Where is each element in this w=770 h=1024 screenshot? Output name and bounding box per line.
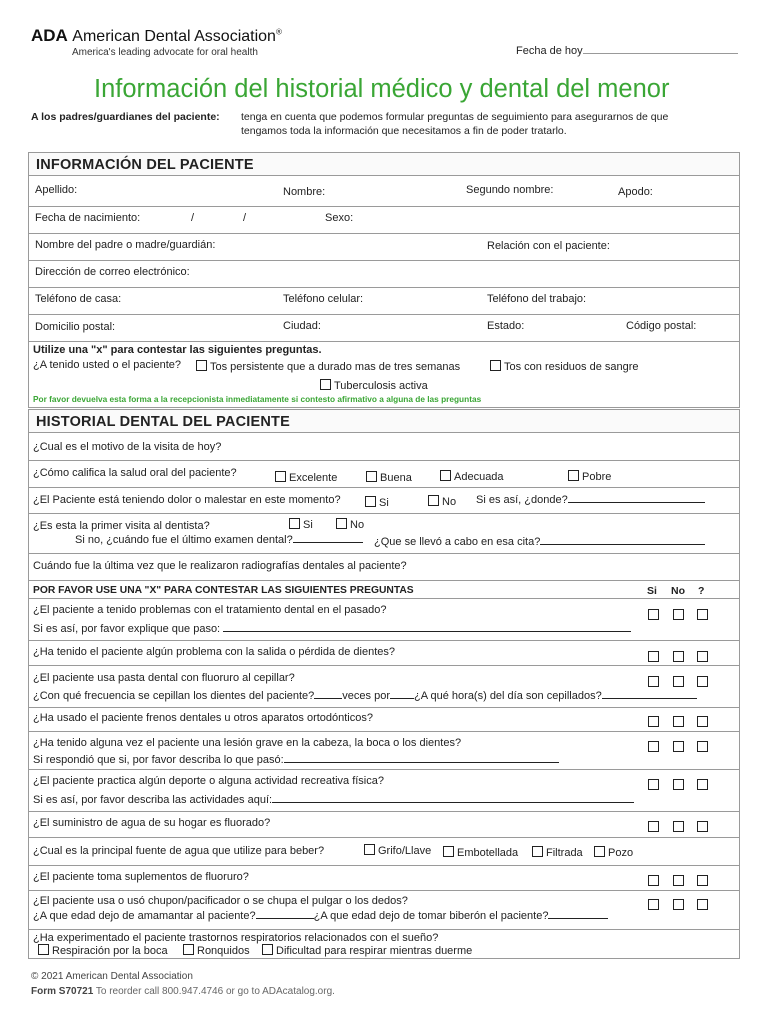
q10-ages-field[interactable] — [33, 910, 608, 922]
cell-phone-field[interactable]: Teléfono celular: — [283, 293, 364, 305]
q8-unknown-checkbox[interactable] — [697, 875, 708, 886]
answer-line — [602, 698, 697, 699]
divider — [28, 341, 740, 342]
divider — [28, 260, 740, 261]
q8-option[interactable] — [594, 846, 633, 859]
address-field[interactable]: Domicilio postal: — [35, 321, 116, 333]
option-label: Dificultad para respirar mientras duerme — [276, 945, 473, 957]
q9-unknown-checkbox[interactable] — [697, 899, 708, 910]
checkbox[interactable] — [532, 846, 543, 857]
divider — [28, 958, 740, 959]
city-field[interactable]: Ciudad: — [283, 320, 321, 332]
q1-si-checkbox[interactable] — [648, 609, 659, 620]
guardian-name-field[interactable]: Nombre del padre o madre/guardián: — [35, 239, 216, 251]
apodo-field[interactable]: Apodo: — [618, 186, 653, 198]
q5-unknown-checkbox[interactable] — [697, 741, 708, 752]
checkbox[interactable] — [428, 495, 439, 506]
option-label: Ronquidos — [197, 945, 250, 957]
dental-section-title: HISTORIAL DENTAL DEL PACIENTE — [28, 409, 740, 433]
option-label: Excelente — [289, 472, 338, 484]
checkbox[interactable] — [38, 944, 49, 955]
divider — [28, 460, 740, 461]
primera-no-option[interactable] — [336, 518, 364, 531]
divider — [28, 837, 740, 838]
checkbox[interactable] — [443, 846, 454, 857]
salud-question: ¿Cómo califica la salud oral del paciente? — [33, 467, 237, 479]
q4-no-checkbox[interactable] — [673, 716, 684, 727]
dolor-no-option[interactable] — [428, 495, 456, 508]
field-label: Si es así, por favor explique que paso: — [33, 623, 221, 635]
option-label: Embotellada — [457, 847, 519, 859]
option-label: Buena — [380, 472, 412, 484]
page-title: Información del historial médico y dental del menor — [94, 75, 670, 103]
checkbox[interactable] — [365, 496, 376, 507]
option-label: No — [442, 496, 457, 508]
answer-line — [284, 762, 559, 763]
field-label: ¿Con qué frecuencia se cepillan los dientes del paciente? — [33, 690, 315, 702]
work-phone-field[interactable]: Teléfono del trabajo: — [487, 293, 587, 305]
q9-si-checkbox[interactable] — [648, 899, 659, 910]
option-label: Tos con residuos de sangre — [504, 361, 639, 373]
divider — [28, 407, 740, 408]
instructions: Utilize una "x" para contestar las siguientes preguntas. — [33, 344, 322, 356]
answer-line — [293, 542, 363, 543]
checkbox[interactable] — [490, 360, 501, 371]
field-label: ¿A qué hora(s) del día son cepillados? — [414, 690, 602, 702]
date-label: Fecha de hoy — [516, 45, 583, 57]
option-label: Respiración por la boca — [52, 945, 168, 957]
divider — [28, 598, 740, 599]
primera-si-option[interactable] — [289, 518, 313, 531]
q8-question: ¿Cual es la principal fuente de agua que utilize para beber? — [33, 845, 325, 857]
checkbox[interactable] — [366, 471, 377, 482]
option-label: Filtrada — [546, 847, 583, 859]
q9-question: ¿El paciente toma suplementos de fluoruro? — [33, 871, 249, 883]
divider — [28, 287, 740, 288]
intro-text-1: tenga en cuenta que podemos formular preguntas de seguimiento para asegurarnos de que — [241, 111, 669, 123]
answer-line — [548, 918, 608, 919]
q1-no-checkbox[interactable] — [673, 609, 684, 620]
option-label: Grifo/Llave — [378, 845, 432, 857]
zip-field[interactable]: Código postal: — [626, 320, 697, 332]
answer-line — [272, 802, 634, 803]
divider — [28, 553, 740, 554]
motivo-field[interactable]: ¿Cual es el motivo de la visita de hoy? — [33, 441, 222, 453]
patient-section-title: INFORMACIÓN DEL PACIENTE — [28, 152, 740, 176]
option-label: Pozo — [608, 847, 634, 859]
option-label: Adecuada — [454, 471, 504, 483]
tos-option-tb[interactable] — [320, 379, 428, 392]
relationship-field[interactable]: Relación con el paciente: — [487, 240, 610, 252]
divider — [28, 640, 740, 641]
q8-si-checkbox[interactable] — [648, 875, 659, 886]
checkbox[interactable] — [196, 360, 207, 371]
option-label: Si — [379, 497, 389, 509]
checkbox[interactable] — [568, 470, 579, 481]
salud-option[interactable] — [275, 471, 337, 484]
q3-unknown-checkbox[interactable] — [697, 676, 708, 687]
q3-question: ¿El paciente usa pasta dental con fluoruro al cepillar? — [33, 672, 295, 684]
q7-unknown-checkbox[interactable] — [697, 821, 708, 832]
field-label: ¿Que se llevó a cabo en esa cita? — [374, 536, 541, 548]
divider — [28, 487, 740, 488]
checkbox[interactable] — [440, 470, 451, 481]
q1-unknown-checkbox[interactable] — [697, 609, 708, 620]
divider — [28, 731, 740, 732]
checkbox[interactable] — [336, 518, 347, 529]
dolor-question: ¿El Paciente está teniendo dolor o malestar en este momento? — [33, 494, 341, 506]
divider — [28, 314, 740, 315]
divider — [28, 206, 740, 207]
date-slash: / — [243, 212, 247, 224]
q3-no-checkbox[interactable] — [673, 676, 684, 687]
reorder-text: To reorder call 800.947.4746 or go to ADAcatalog.org. — [95, 986, 335, 997]
intro-label: A los padres/guardianes del paciente: — [31, 111, 220, 123]
q3-si-checkbox[interactable] — [648, 676, 659, 687]
option-label: Tos persistente que a durado mas de tres semanas — [210, 361, 461, 373]
state-field[interactable]: Estado: — [487, 320, 525, 332]
donde-field[interactable] — [476, 494, 705, 506]
form-info — [31, 986, 335, 997]
q5-no-checkbox[interactable] — [673, 741, 684, 752]
dolor-si-option[interactable] — [365, 496, 389, 509]
q8-option[interactable] — [443, 846, 518, 859]
salud-option[interactable] — [440, 470, 504, 483]
tos-option-blood[interactable] — [490, 360, 639, 373]
q2-unknown-checkbox[interactable] — [697, 651, 708, 662]
q2-question: ¿Ha tenido el paciente algún problema con la salida o pérdida de dientes? — [33, 646, 396, 658]
answer-line — [314, 698, 342, 699]
segundo-nombre-field[interactable]: Segundo nombre: — [466, 184, 554, 196]
email-field[interactable]: Dirección de correo electrónico: — [35, 266, 190, 278]
divider — [28, 580, 740, 581]
checkbox[interactable] — [364, 844, 375, 855]
q7-no-checkbox[interactable] — [673, 821, 684, 832]
divider — [28, 769, 740, 770]
q2-no-checkbox[interactable] — [673, 651, 684, 662]
date-line — [583, 53, 738, 54]
logo-ada: ADA — [31, 26, 68, 45]
checkbox[interactable] — [320, 379, 331, 390]
answer-line — [256, 918, 314, 919]
q4-question: ¿Ha usado el paciente frenos dentales u otros aparatos ortodónticos? — [33, 712, 373, 724]
col-unknown-header: ? — [698, 585, 705, 597]
salud-option[interactable] — [568, 470, 611, 483]
q7-si-checkbox[interactable] — [648, 821, 659, 832]
q8-option[interactable] — [532, 846, 583, 859]
checkbox[interactable] — [289, 518, 300, 529]
checkbox[interactable] — [183, 944, 194, 955]
q9-no-checkbox[interactable] — [673, 899, 684, 910]
date-field[interactable] — [516, 45, 738, 57]
q5-question: ¿Ha tenido alguna vez el paciente una lesión grave en la cabeza, la boca o los dientes? — [33, 737, 462, 749]
field-label: Si no, ¿cuándo fue el último examen dental? — [75, 534, 293, 546]
q1-question: ¿El paciente a tenido problemas con el tratamiento dental en el pasado? — [33, 604, 387, 616]
q8-no-checkbox[interactable] — [673, 875, 684, 886]
q6-describe-field[interactable] — [33, 794, 634, 806]
col-si-header: Si — [647, 585, 657, 597]
field-label: ¿A que edad dejo de amamantar al paciente? — [33, 910, 256, 922]
divider — [28, 929, 740, 930]
divider — [28, 513, 740, 514]
intro-text-2: tengamos toda la información que necesitamos a fin de poder tratarlo. — [241, 125, 567, 137]
q2-si-checkbox[interactable] — [648, 651, 659, 662]
q8-option[interactable] — [364, 844, 431, 857]
option-label: Pobre — [582, 471, 612, 483]
field-label: Si respondió que si, por favor describa lo que pasó: — [33, 754, 284, 766]
sexo-field[interactable]: Sexo: — [325, 212, 354, 224]
divider — [28, 665, 740, 666]
q6-no-checkbox[interactable] — [673, 779, 684, 790]
ada-logo — [31, 26, 282, 46]
primera-visita-question: ¿Es esta la primer visita al dentista? — [33, 520, 210, 532]
q4-unknown-checkbox[interactable] — [697, 716, 708, 727]
q11-option[interactable] — [262, 944, 472, 957]
option-label: No — [350, 519, 365, 531]
checkbox[interactable] — [262, 944, 273, 955]
home-phone-field[interactable]: Teléfono de casa: — [35, 293, 122, 305]
logo-reg: ® — [275, 27, 282, 37]
logo-name: American Dental Association — [72, 28, 276, 45]
field-label: veces por — [342, 690, 390, 702]
q6-si-checkbox[interactable] — [648, 779, 659, 790]
divider — [28, 707, 740, 708]
date-slash: / — [191, 212, 195, 224]
field-label: Si es así, ¿donde? — [476, 494, 568, 506]
logo-tagline: America's leading advocate for oral health — [72, 47, 258, 58]
option-label: Tuberculosis activa — [334, 380, 428, 392]
field-label: Si es así, por favor describa las actividades aquí: — [33, 794, 273, 806]
q1-explain-field[interactable] — [33, 623, 631, 635]
answer-line — [390, 698, 414, 699]
notice-text: Por favor devuelva esta forma a la recepcionista inmediatamente si contesto afirmativo a alguna de las preguntas — [33, 394, 482, 404]
radiografias-field[interactable]: Cuándo fue la última vez que le realizaron radiografías dentales al paciente? — [33, 560, 407, 572]
divider — [28, 865, 740, 866]
q6-question: ¿El paciente practica algún deporte o alguna actividad recreativa física? — [33, 775, 384, 787]
q7-question: ¿El suministro de agua de su hogar es fluorado? — [33, 817, 271, 829]
q4-si-checkbox[interactable] — [648, 716, 659, 727]
fecha-nacimiento-field[interactable]: Fecha de nacimiento: — [35, 212, 141, 224]
q5-si-checkbox[interactable] — [648, 741, 659, 752]
answer-line — [223, 631, 631, 632]
q11-question: ¿Ha experimentado el paciente trastornos respiratorios relacionados con el sueño? — [33, 932, 439, 944]
checkbox[interactable] — [594, 846, 605, 857]
col-no-header: No — [671, 585, 685, 597]
ultimo-examen-field[interactable] — [75, 534, 363, 546]
q3-frequency-field[interactable] — [33, 690, 697, 702]
tos-question: ¿A tenido usted o el paciente? — [33, 359, 181, 371]
nombre-field[interactable]: Nombre: — [283, 186, 326, 198]
apellido-field[interactable]: Apellido: — [35, 184, 78, 196]
tos-option-persistent[interactable] — [196, 360, 460, 373]
q5-describe-field[interactable] — [33, 754, 559, 766]
cita-field[interactable] — [374, 536, 705, 548]
field-label: ¿A que edad dejo de tomar biberón el paciente? — [313, 910, 549, 922]
option-label: Si — [303, 519, 313, 531]
divider — [28, 233, 740, 234]
q10-question: ¿El paciente usa o usó chupon/pacificador o se chupa el pulgar o los dedos? — [33, 895, 408, 907]
form-number: Form S70721 — [31, 986, 94, 997]
checkbox[interactable] — [275, 471, 286, 482]
yn-header: POR FAVOR USE UNA "X" PARA CONTESTAR LAS SIGUIENTES PREGUNTAS — [33, 585, 414, 596]
copyright: © 2021 American Dental Association — [31, 971, 193, 982]
q11-option[interactable] — [38, 944, 168, 957]
answer-line — [540, 544, 705, 545]
q6-unknown-checkbox[interactable] — [697, 779, 708, 790]
answer-line — [568, 502, 705, 503]
divider — [28, 811, 740, 812]
divider — [28, 890, 740, 891]
salud-option[interactable] — [366, 471, 412, 484]
q11-option[interactable] — [183, 944, 250, 957]
